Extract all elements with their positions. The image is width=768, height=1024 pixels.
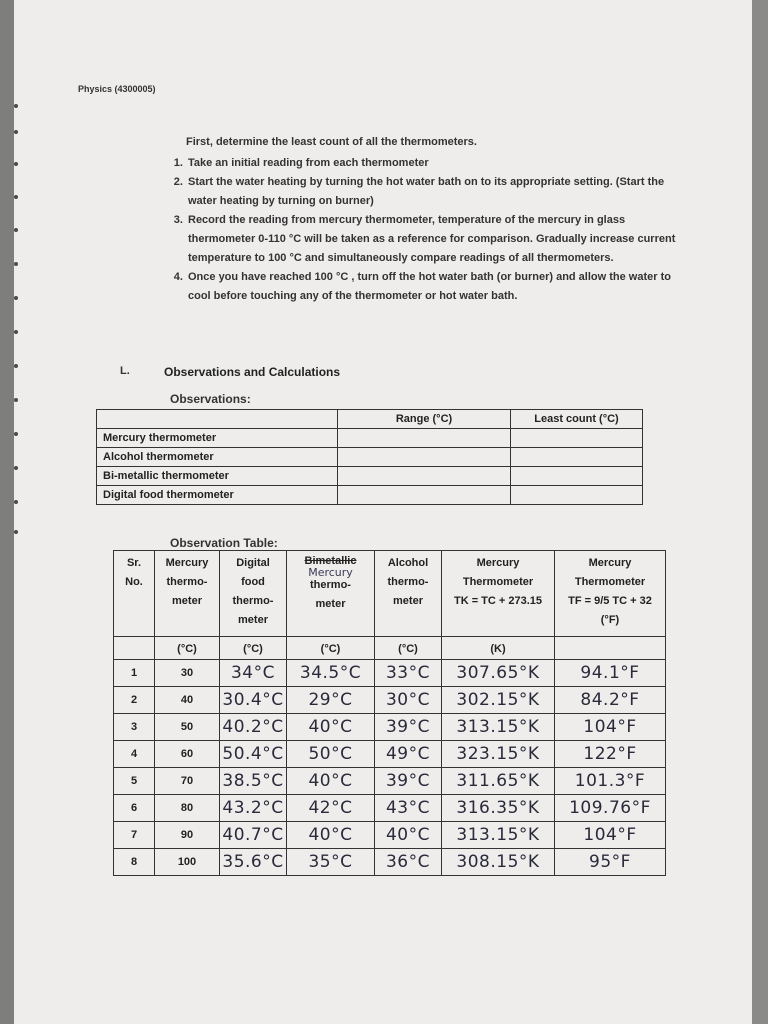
cell-alcohol: 30°C <box>375 687 442 714</box>
table-row <box>114 660 666 687</box>
procedure-steps <box>168 154 676 306</box>
cell-mercury: 60 <box>155 741 220 768</box>
cell-bimetallic: 40°C <box>287 768 375 795</box>
cell-alcohol: 49°C <box>375 741 442 768</box>
cell-digital: 43.2°C <box>220 795 287 822</box>
cell-bimetallic: 40°C <box>287 822 375 849</box>
column-header: Alcohol <box>387 557 429 569</box>
cell-alcohol: 36°C <box>375 849 442 876</box>
cell-bimetallic: 29°C <box>287 687 375 714</box>
table-row <box>97 486 643 505</box>
table-row <box>114 768 666 795</box>
cell-kelvin: 313.15°K <box>442 714 555 741</box>
binding-hole <box>14 262 18 266</box>
cell-kelvin: 311.65°K <box>442 768 555 795</box>
cell-fahrenheit: 101.3°F <box>555 768 666 795</box>
least-count-table <box>96 409 643 505</box>
column-header: Sr. <box>126 557 142 569</box>
cell-kelvin: 302.15°K <box>442 687 555 714</box>
cell-mercury: 50 <box>155 714 220 741</box>
cell-bimetallic: 35°C <box>287 849 375 876</box>
cell-fahrenheit: 95°F <box>555 849 666 876</box>
row-label: Bi-metallic thermometer <box>97 467 338 486</box>
binding-hole <box>14 104 18 108</box>
table-row <box>114 687 666 714</box>
cell-sr: 1 <box>114 660 155 687</box>
cell-digital: 40.7°C <box>220 822 287 849</box>
column-header: Range (°C) <box>338 410 511 429</box>
intro-text: First, determine the least count of all the thermometers. <box>186 136 477 148</box>
table-row <box>114 714 666 741</box>
units-row <box>114 637 666 660</box>
cell-digital: 38.5°C <box>220 768 287 795</box>
cell-sr: 3 <box>114 714 155 741</box>
column-header: Mercury <box>476 557 520 569</box>
cell-mercury: 30 <box>155 660 220 687</box>
binding-hole <box>14 432 18 436</box>
cell-alcohol: 40°C <box>375 822 442 849</box>
unit-label: (°C) <box>155 637 220 660</box>
column-header: Least count (°C) <box>511 410 643 429</box>
unit-label: (K) <box>442 637 555 660</box>
observation-table <box>113 550 666 876</box>
cell-digital: 40.2°C <box>220 714 287 741</box>
table-header-row <box>97 410 643 429</box>
binding-hole <box>14 195 18 199</box>
unit-label: (°C) <box>220 637 287 660</box>
binding-hole <box>14 530 18 534</box>
cell-sr: 4 <box>114 741 155 768</box>
cell-bimetallic: 50°C <box>287 741 375 768</box>
cell-alcohol: 39°C <box>375 768 442 795</box>
column-header: Mercury <box>165 557 209 569</box>
binding-hole <box>14 162 18 166</box>
step-item: 4. Once you have reached 100 °C , turn off the hot water bath (or burner) and allow the water to cool before touching any of the thermometer or hot water bath. <box>186 268 676 306</box>
cell-bimetallic: 40°C <box>287 714 375 741</box>
table-row <box>97 429 643 448</box>
cell-fahrenheit: 94.1°F <box>555 660 666 687</box>
cell-sr: 7 <box>114 822 155 849</box>
table-row <box>97 448 643 467</box>
cell-alcohol: 33°C <box>375 660 442 687</box>
cell-sr: 6 <box>114 795 155 822</box>
binding-hole <box>14 330 18 334</box>
observations-label: Observations: <box>170 392 251 406</box>
cell-sr: 2 <box>114 687 155 714</box>
binding-hole <box>14 466 18 470</box>
binding-hole <box>14 500 18 504</box>
cell-fahrenheit: 84.2°F <box>555 687 666 714</box>
cell-kelvin: 323.15°K <box>442 741 555 768</box>
cell-kelvin: 313.15°K <box>442 822 555 849</box>
column-header: Digital <box>236 557 270 569</box>
cell-fahrenheit: 104°F <box>555 822 666 849</box>
cell-kelvin: 308.15°K <box>442 849 555 876</box>
cell-mercury: 70 <box>155 768 220 795</box>
section-title: Observations and Calculations <box>164 365 341 379</box>
column-header-struck: Bimetallic <box>304 555 357 567</box>
cell-digital: 35.6°C <box>220 849 287 876</box>
step-item: 3. Record the reading from mercury thermometer, temperature of the mercury in glass thermometer 0-110 °C will be taken as a reference for comparison. Gradually increase current temperature to 100 °C and simultaneously compare readings of all thermometers. <box>186 211 676 268</box>
cell-kelvin: 307.65°K <box>442 660 555 687</box>
cell-sr: 5 <box>114 768 155 795</box>
column-header: Mercury <box>588 557 632 569</box>
row-label: Alcohol thermometer <box>97 448 338 467</box>
cell-fahrenheit: 122°F <box>555 741 666 768</box>
cell-digital: 34°C <box>220 660 287 687</box>
cell-fahrenheit: 109.76°F <box>555 795 666 822</box>
cell-digital: 50.4°C <box>220 741 287 768</box>
handwritten-correction: Mercury <box>308 566 353 579</box>
row-label: Mercury thermometer <box>97 429 338 448</box>
table-row <box>114 849 666 876</box>
row-label: Digital food thermometer <box>97 486 338 505</box>
binding-hole <box>14 398 18 402</box>
cell-mercury: 80 <box>155 795 220 822</box>
table-row <box>114 795 666 822</box>
unit-label <box>555 637 666 660</box>
cell-kelvin: 316.35°K <box>442 795 555 822</box>
table-row <box>114 741 666 768</box>
observation-table-label: Observation Table: <box>170 536 278 550</box>
unit-label: (°C) <box>287 637 375 660</box>
table-row <box>97 467 643 486</box>
step-item: 1. Take an initial reading from each thermometer <box>186 154 676 173</box>
cell-bimetallic: 34.5°C <box>287 660 375 687</box>
binding-hole <box>14 130 18 134</box>
table-header-row: Sr. No. Mercury thermo- meter Digital food thermo- meter Bimetallic Mercury thermo- meter Alcohol thermo- meter Mercury Thermometer TK = TC + 273.15 Mercury Thermometer TF = 9/5 TC + 32 (°F) <box>114 551 666 637</box>
cell-mercury: 40 <box>155 687 220 714</box>
cell-mercury: 100 <box>155 849 220 876</box>
binding-hole <box>14 228 18 232</box>
binding-hole <box>14 364 18 368</box>
section-number: L. <box>120 365 130 377</box>
binding-hole <box>14 296 18 300</box>
cell-fahrenheit: 104°F <box>555 714 666 741</box>
binding-strip <box>0 0 14 1024</box>
unit-label: (°C) <box>375 637 442 660</box>
cell-mercury: 90 <box>155 822 220 849</box>
cell-digital: 30.4°C <box>220 687 287 714</box>
cell-sr: 8 <box>114 849 155 876</box>
step-item: 2. Start the water heating by turning the hot water bath on to its appropriate setting. (Start the water heating by turning on burner) <box>186 173 676 211</box>
cell-alcohol: 43°C <box>375 795 442 822</box>
cell-alcohol: 39°C <box>375 714 442 741</box>
cell-bimetallic: 42°C <box>287 795 375 822</box>
table-row <box>114 822 666 849</box>
course-header: Physics (4300005) <box>78 84 156 94</box>
